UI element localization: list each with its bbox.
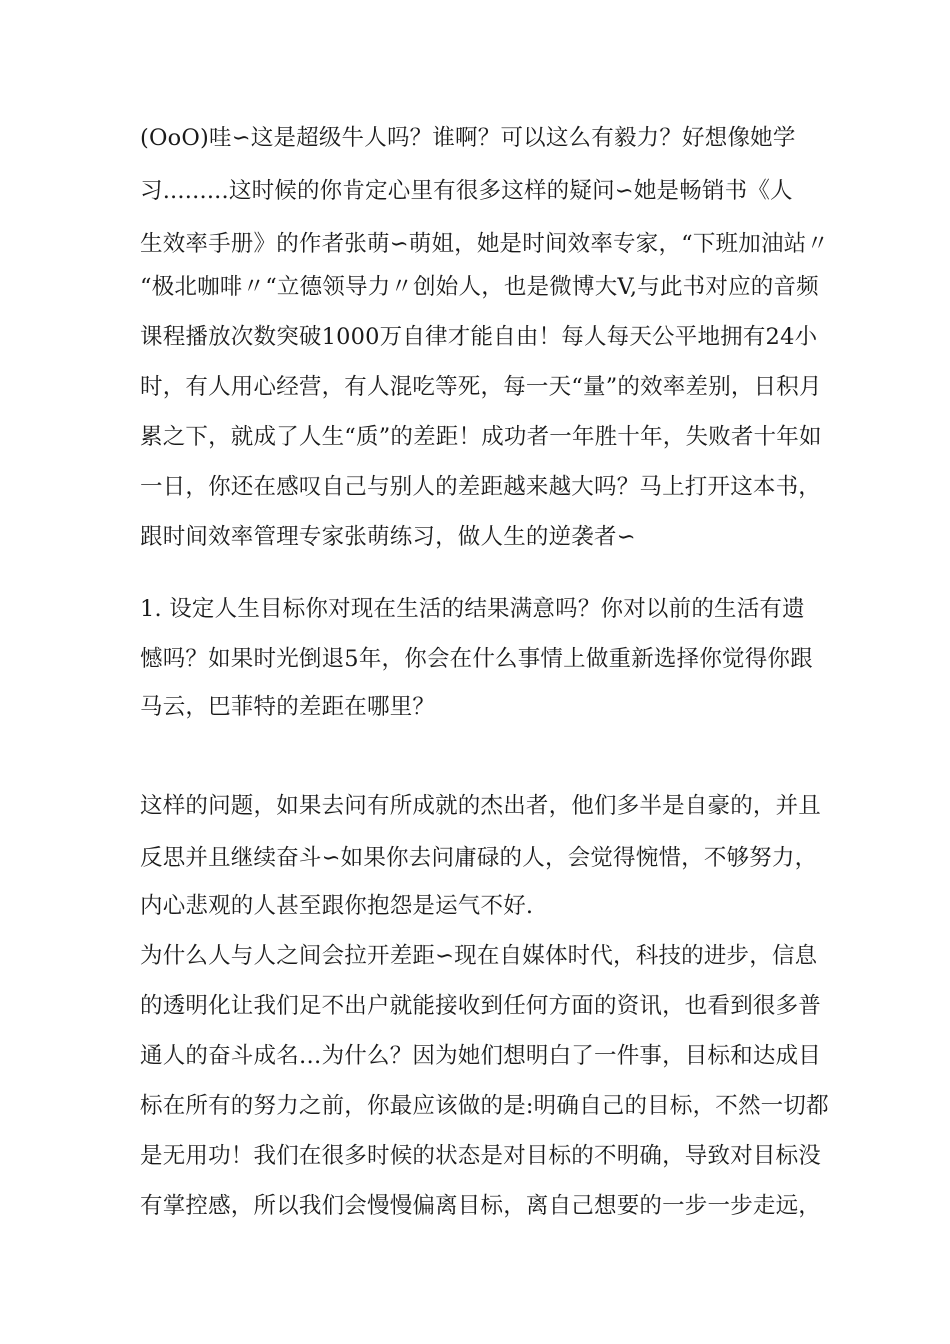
paragraph-3-line: 为什么人与人之间会拉开差距∽现在自媒体时代，科技的进步，信息	[140, 943, 818, 969]
paragraph-1-line: 累之下，就成了人生“质”的差距！成功者一年胜十年，失败者十年如	[140, 424, 822, 450]
paragraph-1-line: 一日，你还在感叹自己与别人的差距越来越大吗？马上打开这本书，	[140, 474, 822, 500]
paragraph-3-line: 的透明化让我们足不出户就能接收到任何方面的资讯，也看到很多普	[140, 993, 822, 1019]
paragraph-1-line: 跟时间效率管理专家张萌练习，做人生的逆袭者∽	[140, 524, 636, 550]
paragraph-1-line: 习.........这时候的你肯定心里有很多这样的疑问∽她是畅销书《人	[140, 178, 793, 204]
section-1-line: 马云，巴菲特的差距在哪里？	[140, 694, 436, 720]
section-1-line: 憾吗？如果时光倒退5年，你会在什么事情上做重新选择你觉得你跟	[140, 646, 813, 672]
section-1-line: 1. 设定人生目标你对现在生活的结果满意吗？你对以前的生活有遗	[140, 596, 805, 622]
paragraph-1-line: “极北咖啡〃“立德领导力〃创始人，也是微博大V,与此书对应的音频	[140, 274, 819, 300]
paragraph-1-line: 时，有人用心经营，有人混吃等死，每一天“量”的效率差别，日积月	[140, 374, 822, 400]
paragraph-2-line: 这样的问题，如果去问有所成就的杰出者，他们多半是自豪的，并且	[140, 793, 822, 819]
paragraph-3-line: 有掌控感，所以我们会慢慢偏离目标，离自己想要的一步一步走远，	[140, 1193, 822, 1219]
paragraph-3-line: 是无用功！我们在很多时候的状态是对目标的不明确，导致对目标没	[140, 1143, 822, 1169]
paragraph-2-line: 反思并且继续奋斗∽如果你去问庸碌的人，会觉得惋惜，不够努力，	[140, 845, 818, 871]
paragraph-1-line: 生效率手册》的作者张萌∽萌姐，她是时间效率专家，“下班加油站〃	[140, 231, 830, 257]
paragraph-3-line: 通人的奋斗成名…为什么？因为她们想明白了一件事，目标和达成目	[140, 1043, 822, 1069]
paragraph-2-line: 内心悲观的人甚至跟你抱怨是运气不好.	[140, 893, 534, 919]
paragraph-3-line: 标在所有的努力之前，你最应该做的是:明确自己的目标，不然一切都	[140, 1093, 829, 1119]
paragraph-1-line: 课程播放次数突破1000万自律才能自由！每人每天公平地拥有24小	[140, 324, 818, 350]
paragraph-1-line: (OoO)哇∽这是超级牛人吗？谁啊？可以这么有毅力？好想像她学	[140, 125, 796, 151]
